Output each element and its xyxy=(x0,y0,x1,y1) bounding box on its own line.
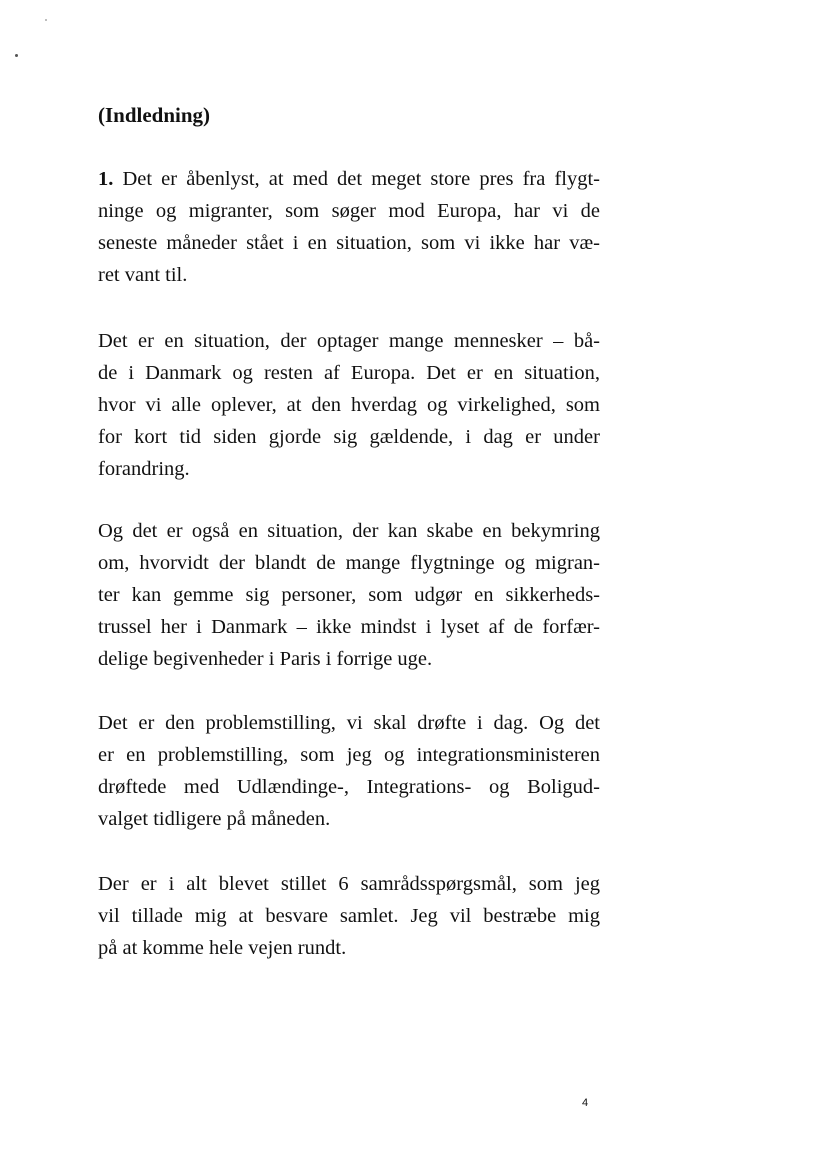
section-heading: (Indledning) xyxy=(98,103,211,127)
paragraph-line: vil tillade mig at besvare samlet. Jeg vil bestræbe mig xyxy=(98,905,600,927)
paragraph-3 xyxy=(98,515,600,675)
paragraph-line: ter kan gemme sig personer, som udgør en sikkerheds- xyxy=(98,584,600,606)
paragraph-line: delige begivenheder i Paris i forrige uge. xyxy=(98,648,433,670)
paragraph-line: Det er den problemstilling, vi skal drøfte i dag. Og det xyxy=(98,712,600,734)
paragraph-line: om, hvorvidt der blandt de mange flygtninge og migran- xyxy=(98,552,600,574)
paragraph-number: 1. xyxy=(98,168,114,190)
paragraph-line: drøftede med Udlændinge-, Integrations- og Boligud- xyxy=(98,776,600,798)
page-number: 4 xyxy=(582,1097,589,1109)
paragraph-5 xyxy=(98,868,600,964)
paragraph-line: 1. Det er åbenlyst, at med det meget store pres fra flygt- xyxy=(98,168,600,190)
scan-speck xyxy=(15,54,18,57)
paragraph-line: ninge og migranter, som søger mod Europa, har vi de xyxy=(98,200,600,222)
paragraph-line: Og det er også en situation, der kan skabe en bekymring xyxy=(98,520,600,542)
paragraph-line: er en problemstilling, som jeg og integrationsministeren xyxy=(98,744,600,766)
paragraph-line: seneste måneder stået i en situation, som vi ikke har væ- xyxy=(98,232,600,254)
paragraph-line: de i Danmark og resten af Europa. Det er en situation, xyxy=(98,362,600,384)
paragraph-line: Det er en situation, der optager mange mennesker – bå- xyxy=(98,330,600,352)
scan-speck xyxy=(45,19,47,21)
paragraph-line: forandring. xyxy=(98,458,190,480)
paragraph-line: trussel her i Danmark – ikke mindst i lyset af de forfær- xyxy=(98,616,600,638)
paragraph-line: ret vant til. xyxy=(98,264,188,286)
paragraph-4 xyxy=(98,707,600,835)
paragraph-line: for kort tid siden gjorde sig gældende, i dag er under xyxy=(98,426,600,448)
paragraph-line: på at komme hele vejen rundt. xyxy=(98,937,347,959)
paragraph-1 xyxy=(98,163,600,291)
paragraph-line: hvor vi alle oplever, at den hverdag og virkelighed, som xyxy=(98,394,600,416)
paragraph-2 xyxy=(98,325,600,485)
paragraph-line: valget tidligere på måneden. xyxy=(98,808,331,830)
paragraph-line: Der er i alt blevet stillet 6 samrådsspørgsmål, som jeg xyxy=(98,873,600,895)
